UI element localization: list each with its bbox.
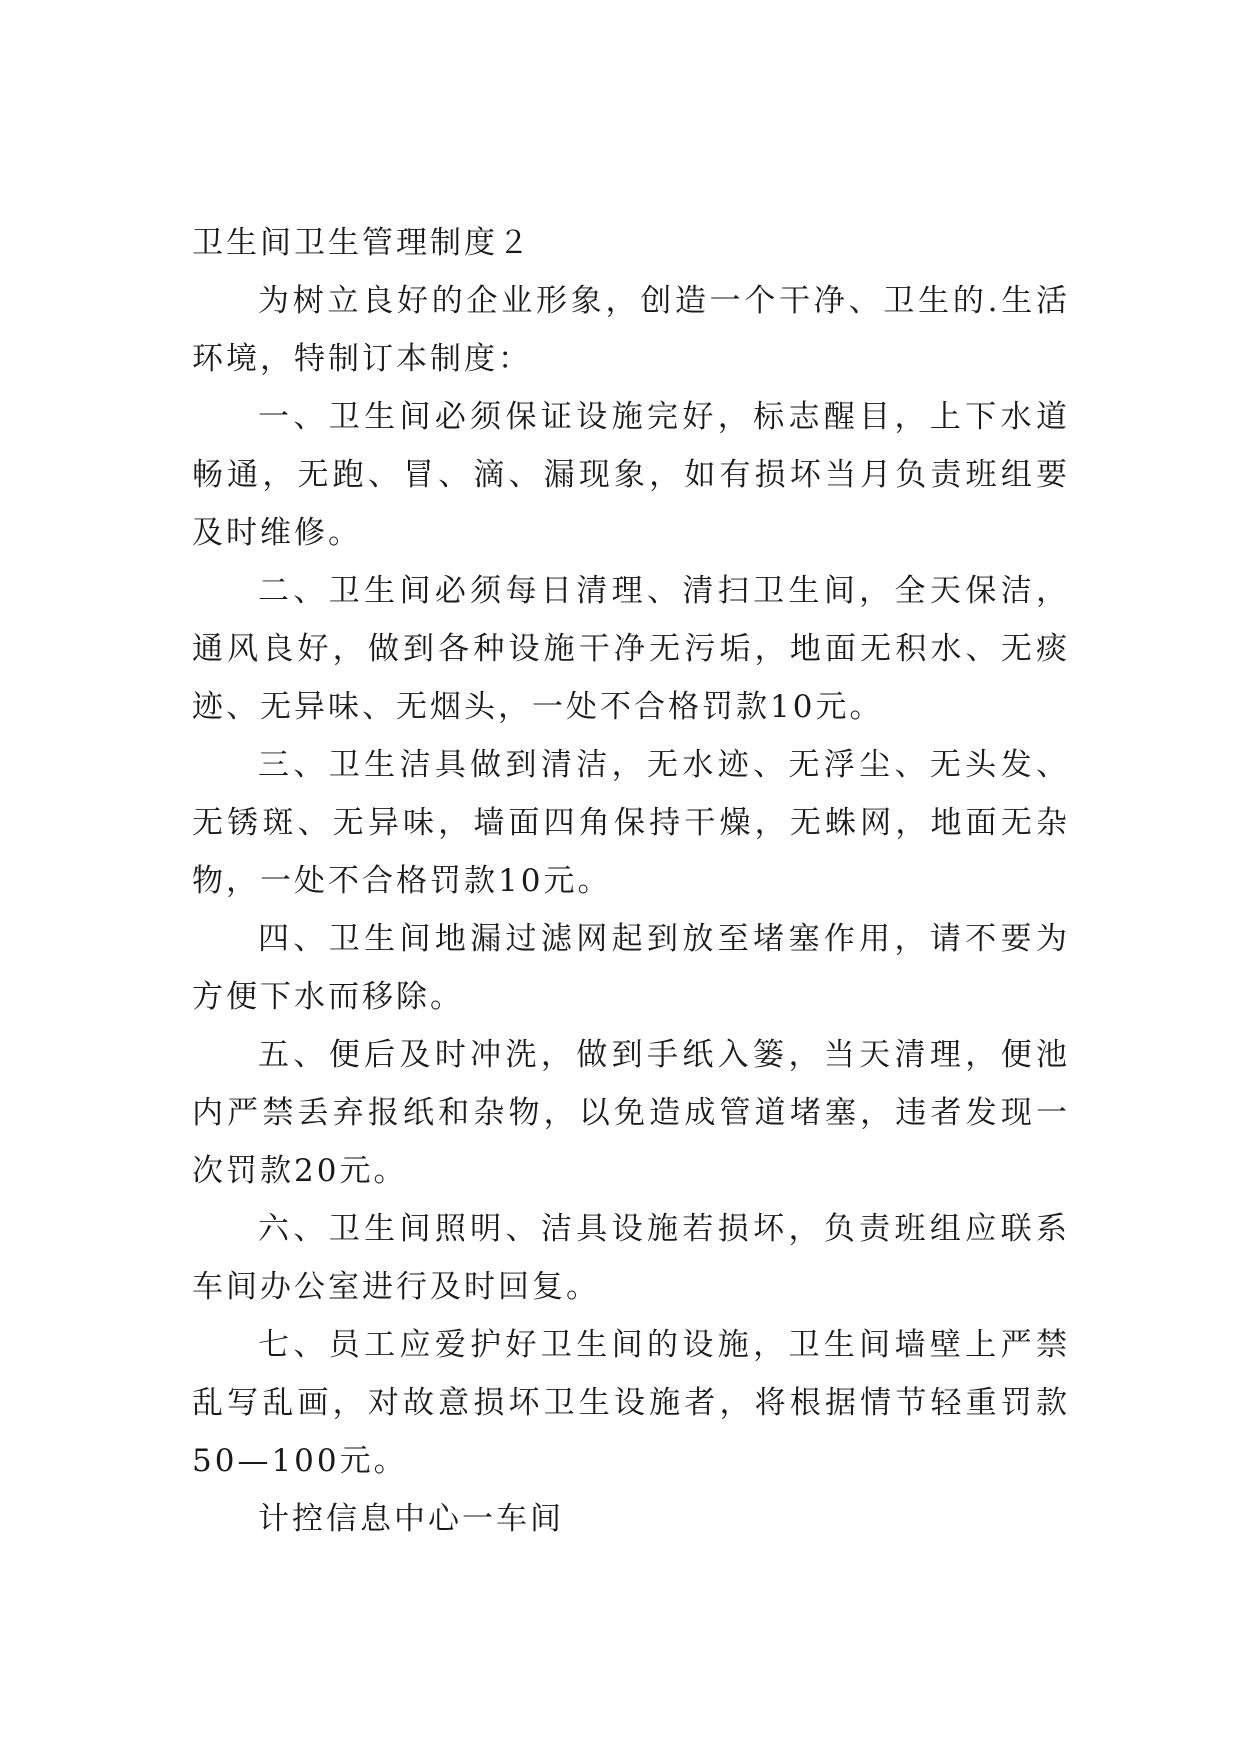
paragraph-rule-7: 七、员工应爱护好卫生间的设施，卫生间墙壁上严禁乱写乱画，对故意损坏卫生设施者，将根据情节轻重罚款50—100元。 — [192, 1327, 1070, 1479]
document-title: 卫生间卫生管理制度２ — [192, 225, 532, 261]
paragraph-rule-4: 四、卫生间地漏过滤网起到放至堵塞作用，请不要为方便下水而移除。 — [192, 921, 1070, 1015]
paragraph-rule-2: 二、卫生间必须每日清理、清扫卫生间，全天保洁，通风良好，做到各种设施干净无污垢，地面无积水、无痰迹、无异味、无烟头，一处不合格罚款10元。 — [192, 573, 1070, 725]
document-body — [192, 214, 1070, 1548]
paragraph-rule-5: 五、便后及时冲洗，做到手纸入篓，当天清理，便池内严禁丢弃报纸和杂物，以免造成管道堵塞，违者发现一次罚款20元。 — [192, 1037, 1070, 1189]
paragraph-rule-3: 三、卫生洁具做到清洁，无水迹、无浮尘、无头发、无锈斑、无异味，墙面四角保持干燥，无蛛网，地面无杂物，一处不合格罚款10元。 — [192, 747, 1070, 899]
signature: 计控信息中心一车间 — [258, 1501, 564, 1537]
paragraph-rule-6: 六、卫生间照明、洁具设施若损坏，负责班组应联系车间办公室进行及时回复。 — [192, 1211, 1070, 1305]
paragraph-rule-1: 一、卫生间必须保证设施完好，标志醒目，上下水道畅通，无跑、冒、滴、漏现象，如有损坏当月负责班组要及时维修。 — [192, 399, 1070, 551]
paragraph-intro: 为树立良好的企业形象，创造一个干净、卫生的.生活环境，特制订本制度： — [192, 283, 1070, 377]
